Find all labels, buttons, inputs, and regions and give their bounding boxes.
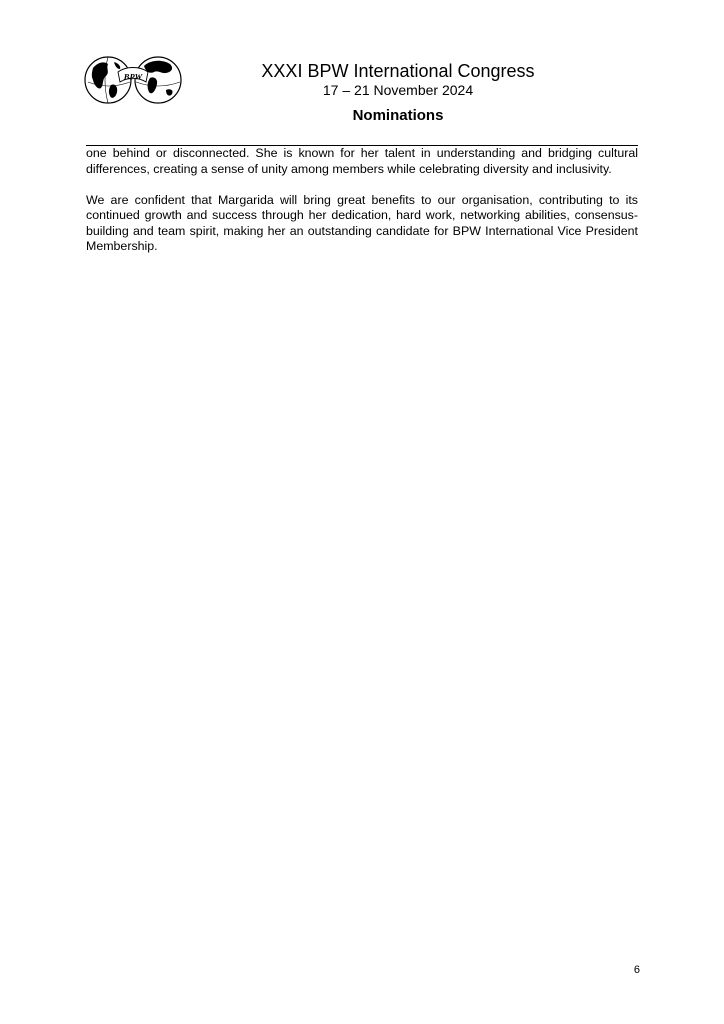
bpw-globe-logo-icon (84, 52, 184, 108)
logo-lettering: BPW (123, 71, 143, 82)
document-header (200, 60, 596, 98)
section-title: Nominations (352, 107, 444, 124)
page-number: 6 (633, 964, 640, 976)
congress-dates: 17 – 21 November 2024 (322, 82, 474, 98)
congress-title: XXXI BPW International Congress (261, 61, 535, 81)
body-paragraph: one behind or disconnected. She is known for her talent in understanding and bridging cultural differences, creating a sense of unity among members while celebrating diversity and inclusivity. (86, 146, 638, 176)
body-paragraph: We are confident that Margarida will bring great benefits to our organisation, contributing to its continued growth and success through her dedication, hard work, networking abilities, consensus-building and team spirit, making her an outstanding candidate for BPW International Vice President Membership. (86, 192, 638, 253)
document-body (86, 146, 638, 270)
bpw-logo (84, 52, 184, 108)
